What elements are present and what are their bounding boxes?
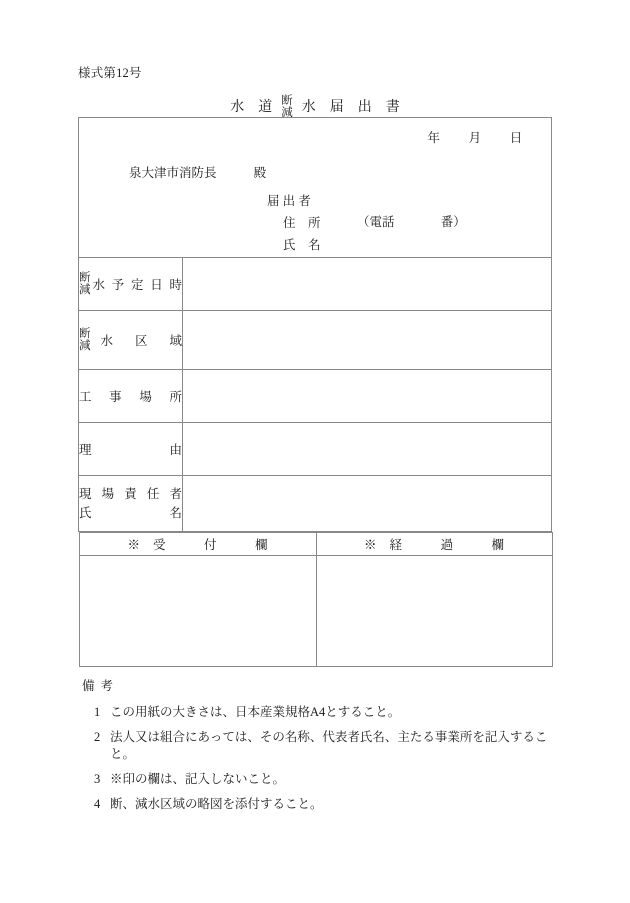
applicant-label: 届 出 者	[267, 194, 311, 208]
remark-text: この用紙の大きさは、日本産業規格A4とすること。	[110, 705, 401, 719]
row-label-suspension-datetime	[79, 258, 183, 311]
title-stacked-bottom: 減	[281, 106, 293, 119]
year-label: 年	[427, 131, 440, 145]
row-label-reason	[79, 423, 183, 476]
table-row	[79, 311, 552, 370]
telephone-open: （電話	[357, 215, 395, 229]
label-char: 区	[134, 334, 148, 348]
remark-number: 4	[94, 796, 101, 811]
label-char: 水	[92, 278, 106, 292]
receipt-right-body[interactable]	[316, 556, 552, 667]
label-chars	[93, 331, 183, 349]
title-char-4: 届	[329, 100, 344, 116]
receipt-right-header	[316, 533, 552, 556]
table-row	[79, 370, 552, 423]
label-chars	[79, 440, 182, 458]
remark-number: 2	[94, 729, 101, 744]
remark-text: 断、減水区域の略図を添付すること。	[110, 796, 323, 811]
remarks-list	[82, 704, 562, 812]
addressee-line	[129, 163, 266, 181]
document-title	[0, 92, 630, 119]
stacked-top: 断	[79, 327, 91, 340]
label-char: 水	[100, 334, 114, 348]
remarks-section	[82, 676, 562, 820]
label-char: 日	[150, 278, 163, 292]
stacked-bottom: 減	[79, 340, 91, 352]
remarks-title: 備考	[82, 679, 120, 693]
header-row	[79, 118, 552, 258]
label-chars-line2	[79, 504, 182, 523]
day-label: 日	[509, 131, 523, 145]
label-char: 名	[169, 505, 182, 520]
receipt-left-title	[114, 535, 280, 553]
telephone-close: 番）	[440, 215, 466, 229]
title-stacked-top: 断	[281, 95, 293, 107]
label-content	[79, 272, 182, 296]
row-value-suspension-area[interactable]	[183, 311, 552, 370]
receipt-header-row	[79, 532, 552, 668]
stacked-pair	[79, 328, 91, 352]
title-char-5: 出	[357, 100, 372, 116]
table-row	[79, 258, 552, 311]
title-char-2: 道	[258, 100, 273, 116]
list-item	[82, 729, 562, 763]
form-number: 様式第12号	[78, 66, 142, 80]
label-char: 場	[101, 486, 115, 501]
remark-text: ※印の欄は、記入しないこと。	[110, 771, 286, 786]
title-char-1: 水	[230, 100, 245, 116]
title-char-3: 水	[301, 100, 316, 116]
row-value-site-manager[interactable]	[183, 476, 552, 532]
table-row	[79, 423, 552, 476]
label-char: 時	[169, 278, 182, 292]
list-item	[82, 704, 562, 721]
header-block	[79, 118, 552, 258]
applicant-address-label: 住 所	[283, 216, 321, 230]
receipt-right-label: 経 過 欄	[389, 538, 518, 552]
label-chars	[79, 387, 182, 405]
stacked-bottom: 減	[79, 284, 91, 296]
telephone-line	[357, 212, 466, 230]
label-char: 責	[124, 486, 137, 501]
receipt-left-body[interactable]	[79, 556, 316, 667]
receipt-mark-icon: ※	[127, 538, 153, 552]
label-content	[79, 485, 182, 523]
label-chars-line1	[79, 485, 182, 504]
label-char: 者	[169, 486, 182, 501]
row-value-construction-site[interactable]	[183, 370, 552, 423]
row-value-reason[interactable]	[183, 423, 552, 476]
label-char: 現	[79, 486, 92, 501]
form-table	[78, 117, 552, 667]
label-char: 由	[169, 443, 182, 457]
remark-text: 法人又は組合にあっては、その名称、代表者氏名、主たる事業所を記入すること。	[110, 729, 548, 761]
title-char-6: 書	[385, 100, 400, 116]
list-item	[82, 771, 562, 788]
remark-number: 3	[94, 771, 101, 786]
label-char: 所	[169, 390, 182, 404]
receipt-left-header	[79, 533, 316, 556]
list-item	[82, 796, 562, 813]
row-value-suspension-datetime[interactable]	[183, 258, 552, 311]
receipt-right-title	[351, 535, 517, 553]
label-char: 工	[79, 390, 92, 404]
table-row	[79, 476, 552, 532]
label-char: 任	[146, 486, 160, 501]
stacked-top: 断	[79, 271, 91, 284]
addressee-name: 泉大津市消防長	[129, 166, 217, 180]
label-char: 氏	[79, 505, 92, 520]
label-char: 場	[139, 390, 152, 404]
label-char: 事	[109, 390, 122, 404]
label-chars	[93, 275, 183, 293]
applicant-block	[267, 190, 321, 256]
applicant-name-label: 氏 名	[283, 238, 321, 252]
label-char: 域	[169, 334, 182, 348]
row-label-site-manager	[79, 476, 183, 532]
receipt-mark-icon: ※	[363, 538, 390, 552]
stacked-pair	[79, 272, 91, 296]
label-content	[79, 328, 182, 352]
date-line	[415, 128, 535, 146]
remark-number: 1	[94, 705, 101, 719]
month-label: 月	[468, 131, 482, 145]
row-label-suspension-area	[79, 311, 183, 370]
label-char: 理	[79, 443, 92, 457]
addressee-honorific: 殿	[253, 166, 267, 180]
row-label-construction-site	[79, 370, 183, 423]
title-stacked-pair	[279, 96, 295, 119]
receipt-left-label: 受 付 欄	[153, 538, 281, 552]
label-char: 予	[111, 278, 125, 292]
label-char: 定	[130, 278, 144, 292]
